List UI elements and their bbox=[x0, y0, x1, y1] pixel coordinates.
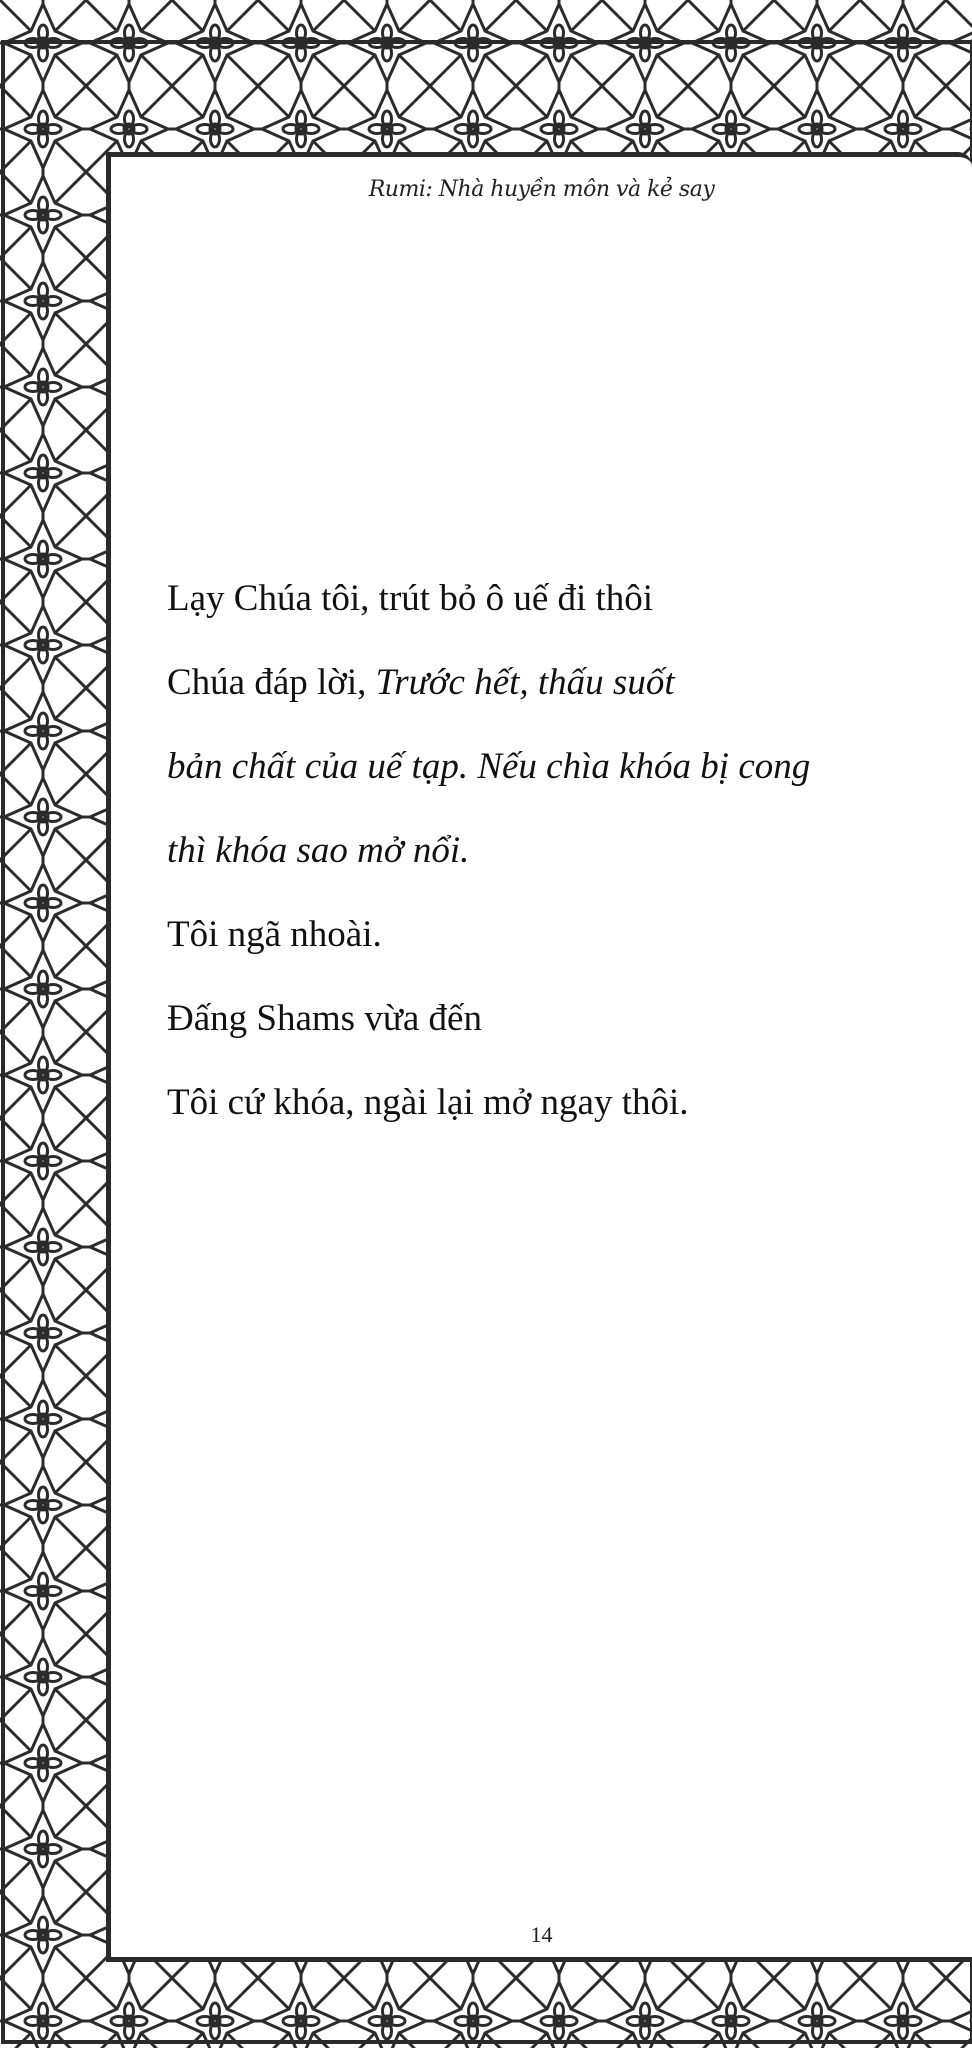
poem-line-4: thì khóa sao mở nổi. bbox=[167, 830, 470, 871]
running-header: Rumi: Nhà huyền môn và kẻ say bbox=[368, 177, 715, 202]
poem-line-2 bbox=[167, 641, 927, 725]
poem-line-3: bản chất của uế tạp. Nếu chìa khóa bị cong bbox=[167, 746, 811, 787]
poem-line-1: Lạy Chúa tôi, trút bỏ ô uế đi thôi bbox=[167, 578, 654, 619]
poem-line-2-plain: Chúa đáp lời, bbox=[167, 662, 376, 703]
page-number: 14 bbox=[530, 1922, 553, 1947]
poem-line-7: Tôi cứ khóa, ngài lại mở ngay thôi. bbox=[167, 1082, 689, 1123]
poem-line-6: Đấng Shams vừa đến bbox=[167, 998, 482, 1039]
poem-line-2-italic: Trước hết, thấu suốt bbox=[375, 662, 675, 703]
text-panel bbox=[106, 152, 972, 1962]
poem bbox=[167, 557, 927, 1145]
poem-line-5: Tôi ngã nhoài. bbox=[167, 914, 382, 955]
